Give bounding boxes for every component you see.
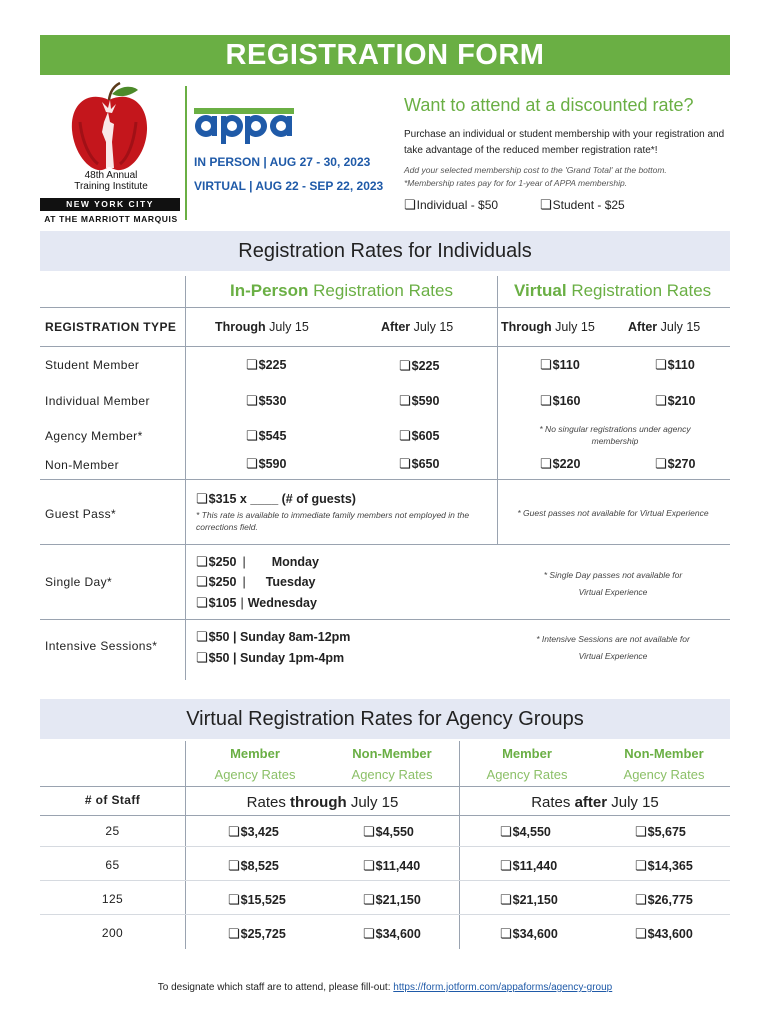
header-divider (185, 86, 187, 220)
group-agency-rates-label: Agency Rates (351, 767, 433, 782)
group-125-c4-checkbox[interactable]: ❏ $26,775 (635, 892, 693, 908)
group-agency-rates-label: Agency Rates (214, 767, 296, 782)
purchase-text: Purchase an individual or student membership with your registration and take advantage of the reduced member registration rate*! (404, 129, 725, 156)
group-65-c4-checkbox[interactable]: ❏ $14,365 (635, 858, 693, 874)
table-divider (497, 276, 498, 544)
nonmember-v-through-checkbox[interactable]: ❏ $220 (540, 456, 580, 472)
group-agency-rates-label: Agency Rates (486, 767, 568, 782)
nonmember-ip-after-checkbox[interactable]: ❏ $650 (399, 456, 439, 472)
footer-note: To designate which staff are to attend, please fill-out: https://form.jotform.com/appaforms/agency-group (157, 982, 613, 993)
group-125-c1-checkbox[interactable]: ❏ $15,525 (228, 892, 286, 908)
rates-through-header: Rates through July 15 (246, 794, 399, 811)
group-member-header: Member (502, 746, 552, 761)
table-divider (40, 307, 730, 308)
group-200-c2-checkbox[interactable]: ❏ $34,600 (363, 926, 421, 942)
table-divider (40, 544, 730, 545)
discount-heading: Want to attend at a discounted rate? (404, 95, 694, 115)
group-125-c2-checkbox[interactable]: ❏ $21,150 (363, 892, 421, 908)
row-label-agency: Agency Member* (45, 429, 143, 443)
table-divider (40, 914, 730, 915)
staff-count-200: 200 (101, 926, 124, 940)
venue-text: AT THE MARRIOTT MARQUIS (44, 214, 178, 224)
in-person-after-header: After July 15 (381, 320, 454, 334)
group-member-header: Member (230, 746, 280, 761)
appa-logo-icon (194, 102, 294, 144)
table-divider (40, 786, 730, 787)
group-65-c3-checkbox[interactable]: ❏ $11,440 (500, 858, 557, 874)
group-200-c3-checkbox[interactable]: ❏ $34,600 (500, 926, 558, 942)
group-200-c4-checkbox[interactable]: ❏ $43,600 (635, 926, 693, 942)
staff-count-header: # of Staff (84, 793, 141, 807)
individual-ip-after-checkbox[interactable]: ❏ $590 (399, 393, 439, 409)
student-ip-after-checkbox[interactable]: ❏ $225 (399, 358, 439, 374)
student-ip-through-checkbox[interactable]: ❏ $225 (246, 357, 286, 373)
staff-count-65: 65 (105, 858, 120, 872)
groups-section-title: Virtual Registration Rates for Agency Groups (40, 699, 730, 739)
table-divider (40, 346, 730, 347)
table-divider (459, 741, 460, 949)
nonmember-v-after-checkbox[interactable]: ❏ $270 (655, 456, 695, 472)
group-non-member-header: Non-Member (352, 746, 432, 761)
group-non-member-header: Non-Member (624, 746, 704, 761)
group-25-c1-checkbox[interactable]: ❏ $3,425 (228, 824, 279, 840)
group-25-c4-checkbox[interactable]: ❏ $5,675 (635, 824, 686, 840)
in-person-rates-header: In-Person Registration Rates (230, 281, 453, 300)
agency-ip-after-checkbox[interactable]: ❏ $605 (399, 428, 439, 444)
table-divider (40, 479, 730, 480)
group-200-c1-checkbox[interactable]: ❏ $25,725 (228, 926, 286, 942)
row-label-guest-pass: Guest Pass* (45, 507, 117, 521)
registration-type-header: REGISTRATION TYPE (45, 320, 177, 334)
table-divider (185, 741, 186, 949)
individual-v-after-checkbox[interactable]: ❏ $210 (655, 393, 695, 409)
city-badge: NEW YORK CITY (40, 198, 180, 211)
student-membership-checkbox[interactable]: ❏ Student - $25 (540, 197, 625, 213)
nonmember-ip-through-checkbox[interactable]: ❏ $590 (246, 456, 286, 472)
apple-logo-icon (68, 82, 150, 174)
row-label-non-member: Non-Member (45, 458, 120, 472)
student-v-after-checkbox[interactable]: ❏ $110 (655, 357, 695, 373)
group-65-c2-checkbox[interactable]: ❏ $11,440 (363, 858, 420, 874)
individual-membership-checkbox[interactable]: ❏ Individual - $50 (404, 197, 498, 213)
table-divider (40, 846, 730, 847)
page-title: REGISTRATION FORM (40, 35, 730, 75)
anniversary-text: 48th Annual Training Institute (74, 170, 148, 192)
staff-count-125: 125 (101, 892, 124, 906)
guest-virtual-note: * Guest passes not available for Virtual Experience (517, 508, 709, 518)
membership-note: Add your selected membership cost to the 'Grand Total' at the bottom. *Membership rates pay for for 1-year of APPA membership. (404, 165, 667, 188)
rates-after-header: Rates after July 15 (531, 794, 659, 811)
virtual-dates: VIRTUAL | AUG 22 - SEP 22, 2023 (194, 179, 384, 193)
row-label-student: Student Member (45, 358, 140, 372)
agency-group-link[interactable]: https://form.jotform.com/appaforms/agency-group (393, 982, 613, 993)
row-label-single-day: Single Day* (45, 575, 113, 589)
individuals-section-title: Registration Rates for Individuals (40, 231, 730, 271)
row-label-individual: Individual Member (45, 394, 150, 408)
group-25-c2-checkbox[interactable]: ❏ $4,550 (363, 824, 414, 840)
intensive-virtual-note: * Intensive Sessions are not available for Virtual Experience (536, 634, 690, 661)
group-125-c3-checkbox[interactable]: ❏ $21,150 (500, 892, 558, 908)
single-day-monday-checkbox[interactable]: ❏ $250 | Monday (196, 554, 319, 570)
single-day-wednesday-checkbox[interactable]: ❏ $105 | Wednesday (196, 595, 317, 611)
intensive-morning-checkbox[interactable]: ❏ $50 | Sunday 8am-12pm (196, 629, 350, 645)
row-label-intensive: Intensive Sessions* (45, 639, 158, 653)
single-day-virtual-note: * Single Day passes not available for Virtual Experience (543, 570, 683, 597)
agency-virtual-note: * No singular registrations under agency membership (539, 424, 691, 446)
single-day-tuesday-checkbox[interactable]: ❏ $250 | Tuesday (196, 574, 316, 590)
table-divider (40, 815, 730, 816)
virtual-rates-header: Virtual Registration Rates (514, 281, 712, 300)
intensive-afternoon-checkbox[interactable]: ❏ $50 | Sunday 1pm-4pm (196, 650, 344, 666)
virtual-after-header: After July 15 (628, 320, 701, 334)
guest-pass-checkbox[interactable]: ❏ $315 x ____ (# of guests) (196, 491, 356, 507)
guest-pass-note: * This rate is available to immediate family members not employed in the corrections field. (196, 510, 470, 532)
individual-ip-through-checkbox[interactable]: ❏ $530 (246, 393, 286, 409)
group-65-c1-checkbox[interactable]: ❏ $8,525 (228, 858, 279, 874)
individual-v-through-checkbox[interactable]: ❏ $160 (540, 393, 580, 409)
virtual-through-header: Through July 15 (501, 320, 595, 334)
student-v-through-checkbox[interactable]: ❏ $110 (540, 357, 580, 373)
group-agency-rates-label: Agency Rates (623, 767, 705, 782)
group-25-c3-checkbox[interactable]: ❏ $4,550 (500, 824, 551, 840)
staff-count-25: 25 (105, 824, 120, 838)
agency-ip-through-checkbox[interactable]: ❏ $545 (246, 428, 286, 444)
in-person-dates: IN PERSON | AUG 27 - 30, 2023 (194, 155, 371, 169)
in-person-through-header: Through July 15 (215, 320, 309, 334)
table-divider (40, 619, 730, 620)
table-divider (40, 880, 730, 881)
